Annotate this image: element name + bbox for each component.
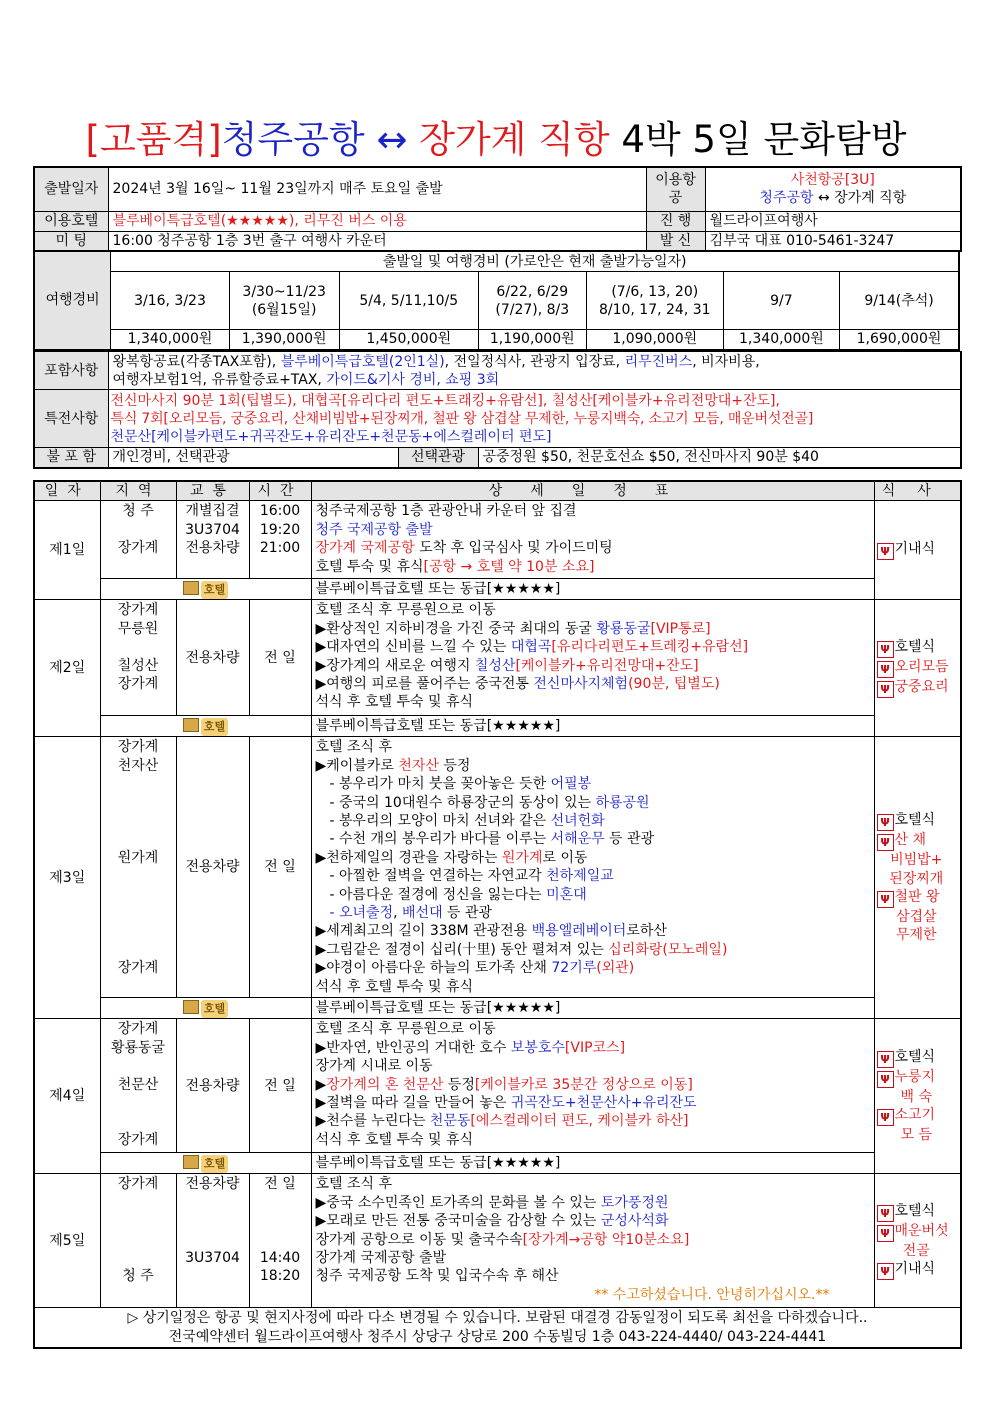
day-detail: 호텔 조식 후 ▶케이블카로 천자산 등정 - 봉우리가 마치 붓을 꽂아놓은 듯한 어필봉 - 중국의 10대원수 하룡장군의 동상이 있는 하룡공원 - 봉우리의 모양이 마치 선녀와 같은 선녀헌화 - 수천 개의 봉우리가 바다를 이루는 서해운무 등 관광 ▶천하제일의 경관을 자랑하는 원가계로 이동 - 아찔한 절벽을 연결하는 자연교각 천하제일교 - 아름다운 절경에 정신을 잃는다는 미혼대 - 오녀출정, 배선대 등 관광 ▶세계최고의 길이 338M 관광전용 백용엘레베이터로하산 ▶그림같은 절경이 십리(十里) 동안 펼쳐져 있는 십리화랑(모노레일) ▶야경이 아름다운 하늘의 토가족 산채 72기루(외관) 석식 후 호텔 투숙 및 휴식 [311, 737, 874, 998]
optional-value: 공중정원 $50, 천문호선쇼 $50, 전신마사지 90분 $40 [478, 448, 961, 468]
hotel-badge: 호텔 [100, 579, 311, 600]
hotel-label: 이용호텔 [34, 211, 108, 231]
day-label: 제1일 [34, 501, 100, 600]
title-origin: 청주공항 ↔ [221, 118, 420, 161]
include-value: 왕복항공료(각종TAX포함), 블루베이특급호텔(2인1실), 전일정식사, 관광지 입장료, 리무진버스, 비자비용, 여행자보험1억, 유류할증료+TAX, 가이드&기사 경비, 쇼핑 3회 [108, 352, 961, 390]
day-region: 장가계 청 주 [100, 1174, 176, 1308]
price-value: 1,090,000원 [586, 330, 723, 350]
info-table [33, 166, 962, 252]
day-meal: Ψ 기내식 [874, 501, 961, 600]
hotel-badge: 호텔 [100, 716, 311, 737]
day-time: 전 일 [249, 1019, 311, 1153]
day-transport: 전용차량 3U3704 [176, 1174, 249, 1308]
departure-date: 9/14(추석) [840, 272, 959, 330]
departure-date: 3/30~11/23 (6월15일) [229, 272, 339, 330]
hotel-text: 블루베이특급호텔 또는 동급[★★★★★] [311, 1153, 874, 1174]
departure-label: 출발일자 [34, 167, 108, 211]
day-region: 장가계 천자산 원가계 장가계 [100, 737, 176, 998]
farewell-message: ** 수고하셨습니다. 안녕히가십시오.** [594, 1286, 830, 1303]
departure-date: 9/7 [723, 272, 839, 330]
price-label: 여행경비 [34, 252, 111, 350]
title-duration: 4박 5일 문화탐방 [609, 118, 907, 161]
day-transport: 개별집결 3U3704 전용차량 [176, 501, 249, 579]
title-prefix: [고품격] [85, 118, 222, 161]
day-transport: 전용차량 [176, 600, 249, 716]
special-value: 전신마사지 90분 1회(팁별도), 대협곡[유리다리 편도+트래킹+유람선], 칠성산[케이블카+유리전망대+잔도], 특식 7회[오리모듬, 궁중요리, 산채비빔밥+된장찌개, 철판 왕 삼겹살 무제한, 누룽지백숙, 소고기 모듬, 매운버섯전골] 천문산[케이블카편도+귀곡잔도+유리잔도+천문동+에스컬레이터 편도] [108, 390, 961, 448]
airline-name: 사천항공[3U] [790, 172, 875, 189]
price-value: 1,450,000원 [339, 330, 478, 350]
day-detail: 호텔 조식 후 ▶중국 소수민족인 토가족의 문화를 볼 수 있는 토가풍정원 ▶모래로 만든 전통 중국미술을 감상할 수 있는 군성사석화 장가계 공항으로 이동 및 출국수속[장가계→공항 약10분소요] 장가계 국제공항 출발 청주 국제공항 도착 및 입국수속 후 해산 ** 수고하셨습니다. 안녕히가십시오.** [311, 1174, 874, 1308]
day-time: 전 일 [249, 600, 311, 716]
day-region: 청 주 장가계 [100, 501, 176, 579]
departure-value: 2024년 3월 16일~ 11월 23일까지 매주 토요일 출발 [108, 167, 646, 211]
departure-date: 3/16, 3/23 [111, 272, 229, 330]
day-region: 장가계 무릉원 칠성산 장가계 [100, 600, 176, 716]
footer-notice [34, 1308, 961, 1348]
page-title [0, 118, 992, 162]
sender-label: 발 신 [646, 231, 705, 251]
day-label: 제4일 [34, 1019, 100, 1174]
include-label: 포함사항 [34, 352, 108, 390]
col-day: 일자 [34, 481, 100, 501]
price-value: 1,340,000원 [111, 330, 229, 350]
day-transport: 전용차량 [176, 1019, 249, 1153]
day-label: 제2일 [34, 600, 100, 737]
col-time: 시간 [249, 481, 311, 501]
airline-origin: 청주공항 [759, 190, 814, 207]
schedule-table [33, 480, 962, 1349]
price-value: 1,190,000원 [478, 330, 586, 350]
day-detail: 호텔 조식 후 무릉원으로 이동 ▶반자연, 반인공의 거대한 호수 보봉호수[VIP코스] 장가계 시내로 이동 ▶장가계의 혼 천문산 등정[케이블카로 35분간 정상으로 이동] ▶절벽을 따라 길을 만들어 놓은 귀곡잔도+천문산사+유리잔도 ▶천수를 누린다는 천문동[에스컬레이터 편도, 케이블카 하산] 석식 후 호텔 투숙 및 휴식 [311, 1019, 874, 1153]
optional-label: 선택관광 [398, 448, 478, 468]
fork-icon: Ψ [877, 1051, 894, 1068]
fork-icon: Ψ [877, 1225, 894, 1242]
fork-icon: Ψ [877, 1263, 894, 1280]
operator-label: 진 행 [646, 211, 705, 231]
hotel-icon [183, 581, 199, 595]
day-label: 제3일 [34, 737, 100, 1019]
fork-icon: Ψ [877, 1071, 894, 1088]
day-meal: Ψ 호텔식 Ψ 매운버섯 전골 Ψ 기내식 [874, 1174, 961, 1308]
day-meal: Ψ 호텔식 Ψ 누룽지 백 숙 Ψ 소고기 모 듬 [874, 1019, 961, 1174]
departure-date: 6/22, 6/29 (7/27), 8/3 [478, 272, 586, 330]
fork-icon: Ψ [877, 543, 894, 560]
special-label: 특전사항 [34, 390, 108, 448]
fork-icon: Ψ [877, 661, 894, 678]
day-transport: 전용차량 [176, 737, 249, 998]
fork-icon: Ψ [877, 1109, 894, 1126]
departure-date: 5/4, 5/11,10/5 [339, 272, 478, 330]
meeting-value: 16:00 청주공항 1층 3번 출구 여행사 카운터 [108, 231, 646, 251]
day-time: 전 일 [249, 737, 311, 998]
exclude-value: 개인경비, 선택관광 [108, 448, 398, 468]
day-meal: Ψ 호텔식 Ψ 오리모듬 Ψ 궁중요리 [874, 600, 961, 737]
sender-value: 김부국 대표 010-5461-3247 [705, 231, 961, 251]
price-value: 1,390,000원 [229, 330, 339, 350]
hotel-icon [183, 718, 199, 732]
col-region: 지역 [100, 481, 176, 501]
hotel-badge: 호텔 [100, 1153, 311, 1174]
fork-icon: Ψ [877, 834, 894, 851]
fork-icon: Ψ [877, 641, 894, 658]
airline-value [705, 167, 961, 211]
hotel-badge: 호텔 [100, 998, 311, 1019]
airline-route: ↔ 장가계 직항 [813, 190, 907, 207]
hotel-icon [183, 1000, 199, 1014]
footer-disclaimer: ▷ 상기일정은 항공 및 현지사정에 따라 다소 변경될 수 있습니다. 보람된 대결경 감동일정이 되도록 최선을 다하겠습니다.. [127, 1310, 868, 1327]
hotel-text: 블루베이특급호텔 또는 동급[★★★★★] [311, 716, 874, 737]
hotel-icon [183, 1155, 199, 1169]
col-detail: 상세일정표 [311, 481, 874, 501]
price-value: 1,340,000원 [723, 330, 839, 350]
includes-table [33, 351, 962, 469]
price-header: 출발일 및 여행경비 (가로안은 현재 출발가능일자) [111, 252, 959, 272]
hotel-text: 블루베이특급호텔 또는 동급[★★★★★] [311, 579, 874, 600]
departure-date: (7/6, 13, 20) 8/10, 17, 24, 31 [586, 272, 723, 330]
hotel-value: 블루베이특급호텔(★★★★★), 리무진 버스 이용 [108, 211, 646, 231]
footer-contact: 전국예약센터 월드라이프여행사 청주시 상당구 상당로 200 수동빌딩 1층 043-224-4440/ 043-224-4441 [168, 1328, 827, 1345]
day-label: 제5일 [34, 1174, 100, 1308]
fork-icon: Ψ [877, 1205, 894, 1222]
price-table [33, 251, 960, 351]
day-detail: 청주국제공항 1층 관광안내 카운터 앞 집결 청주 국제공항 출발 장가계 국제공항 도착 후 입국심사 및 가이드미팅 호텔 투숙 및 휴식[공항 → 호텔 약 10분 소요] [311, 501, 874, 579]
day-time: 16:00 19:20 21:00 [249, 501, 311, 579]
title-destination: 장가계 직항 [419, 118, 610, 161]
day-detail: 호텔 조식 후 무릉원으로 이동 ▶환상적인 지하비경을 가진 중국 최대의 동굴 황룡동굴[VIP통로] ▶대자연의 신비를 느낄 수 있는 대협곡[유리다리편도+트레킹+유람선] ▶장가계의 새로운 여행지 칠성산[케이블카+유리전망대+잔도] ▶여행의 피로를 풀어주는 중국전통 전신마사지체험(90분, 팁별도) 석식 후 호텔 투숙 및 휴식 [311, 600, 874, 716]
exclude-label: 불 포 함 [34, 448, 108, 468]
airline-label: 이용항공 [646, 167, 705, 211]
fork-icon: Ψ [877, 814, 894, 831]
col-meal: 식사 [874, 481, 961, 501]
meeting-label: 미 팅 [34, 231, 108, 251]
col-transport: 교통 [176, 481, 249, 501]
day-time: 전 일 14:40 18:20 [249, 1174, 311, 1308]
operator-value: 월드라이프여행사 [705, 211, 961, 231]
day-region: 장가계 황룡동굴 천문산 장가계 [100, 1019, 176, 1153]
day-meal: Ψ 호텔식 Ψ 산 채 비빔밥+ 된장찌개 Ψ 철판 왕 삼겹살 무제한 [874, 737, 961, 1019]
fork-icon: Ψ [877, 681, 894, 698]
hotel-text: 블루베이특급호텔 또는 동급[★★★★★] [311, 998, 874, 1019]
fork-icon: Ψ [877, 891, 894, 908]
price-value: 1,690,000원 [840, 330, 959, 350]
